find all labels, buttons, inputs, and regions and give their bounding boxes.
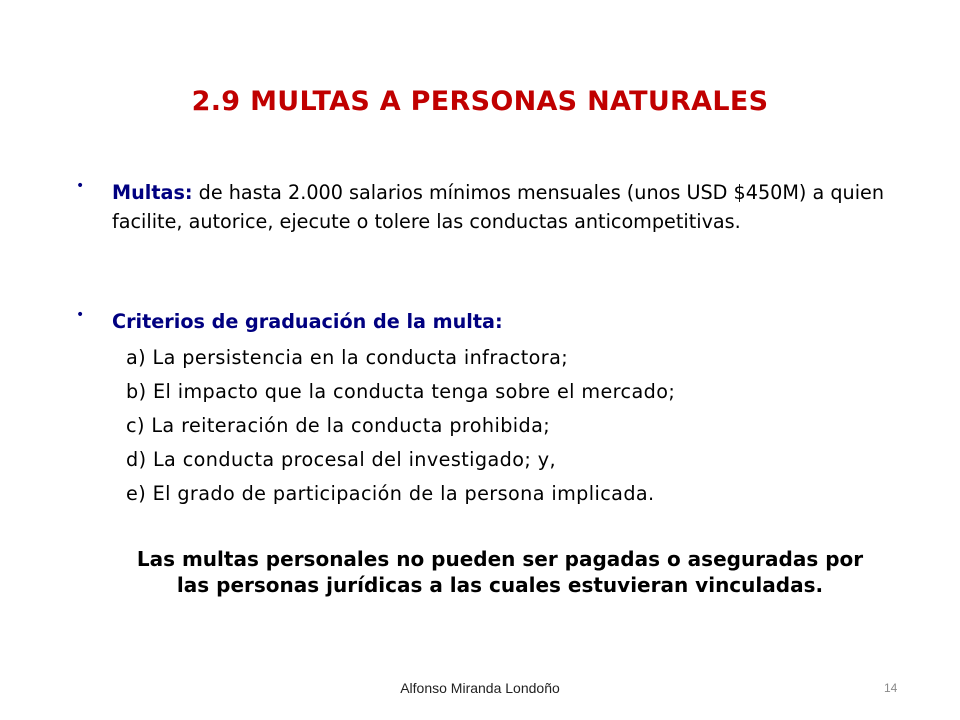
- bullet-fines-body: de hasta 2.000 salarios mínimos mensuales (unos USD $450M) a quien facilite, autorice, ejecute o tolere las conductas anticompetitivas.: [112, 181, 884, 233]
- criteria-item: a) La persistencia en la conducta infractora;: [126, 346, 569, 369]
- footer-author: Alfonso Miranda Londoño: [400, 680, 560, 696]
- bullet-fines: [76, 178, 884, 236]
- page-number: 14: [884, 681, 898, 695]
- bullet-fines-text: [112, 178, 884, 236]
- slide-title: 2.9 MULTAS A PERSONAS NATURALES: [191, 86, 769, 117]
- criteria-list: [126, 341, 675, 511]
- bullet-fines-lead: Multas:: [112, 181, 193, 204]
- criteria-item: e) El grado de participación de la persona implicada.: [126, 482, 655, 505]
- criteria-item: d) La conducta procesal del investigado; y,: [126, 448, 556, 471]
- bullet-marker: •: [76, 178, 85, 194]
- criteria-item: c) La reiteración de la conducta prohibida;: [126, 414, 551, 437]
- closing-note: Las multas personales no pueden ser pagadas o aseguradas por las personas jurídicas a las cuales estuvieran vinculadas.: [136, 547, 864, 597]
- criteria-heading: Criterios de graduación de la multa:: [112, 310, 503, 333]
- bullet-marker: •: [76, 307, 85, 323]
- bullet-criteria: [76, 307, 884, 336]
- criteria-item: b) El impacto que la conducta tenga sobre el mercado;: [126, 380, 676, 403]
